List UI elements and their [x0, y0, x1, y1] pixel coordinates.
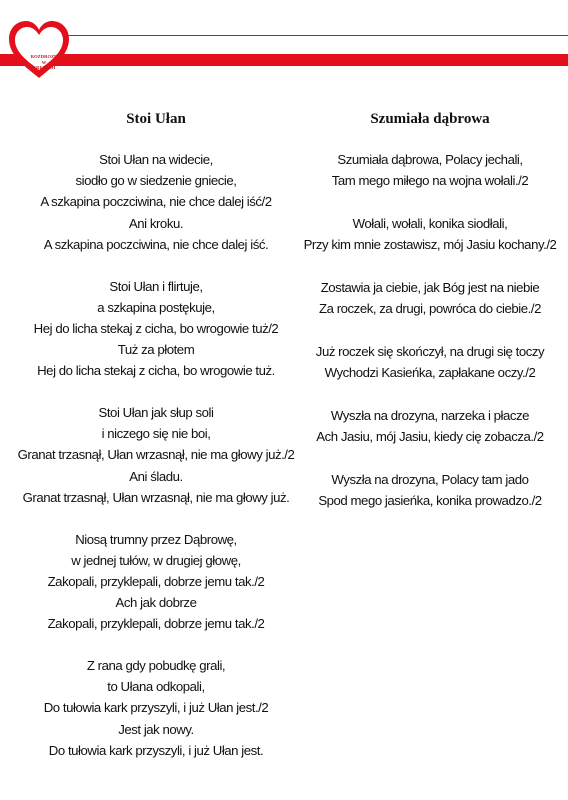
header-thin-line — [60, 35, 568, 36]
song-title: Stoi Ułan — [126, 111, 186, 127]
logo-text: ROZDROŻE W KRESACH — [30, 54, 58, 70]
lyric-line: Z rana gdy pobudkę grali, — [86, 658, 226, 674]
lyric-line: Wyszła na drozyna, Polacy tam jado — [331, 471, 529, 487]
lyric-line: Tam mego miłego na wojna wołali./2 — [331, 173, 529, 189]
lyric-line: to Ułana odkopali, — [107, 679, 205, 695]
lyric-line: Za roczek, za drugi, powróca do ciebie./2 — [319, 301, 541, 317]
lyric-line: Hej do licha stekaj z cicha, bo wrogowie tuż. — [37, 363, 275, 379]
lyric-line: Szumiała dąbrowa, Polacy jechali, — [337, 152, 523, 167]
lyric-line: Wychodzi Kasieńka, zapłakane oczy./2 — [324, 364, 536, 380]
stanza — [288, 469, 568, 511]
lyric-line: Wołali, wołali, konika siodłali, — [352, 215, 508, 231]
song-szumiala-dabrowa — [288, 108, 568, 532]
lyric-line: Ani śladu. — [129, 468, 183, 484]
stanza — [6, 149, 306, 255]
lyric-line: a szkapina postękuje, — [97, 299, 215, 315]
lyric-line: Granat trzasnął, Ułan wrzasnął, nie ma głowy już./2 — [17, 447, 295, 463]
lyric-line: Stoi Ułan jak słup soli — [98, 405, 214, 421]
stanza — [6, 402, 306, 508]
lyric-line: siodło go w siedzenie gniecie, — [75, 173, 237, 189]
lyric-line: A szkapina poczciwina, nie chce dalej iść/2 — [40, 194, 272, 210]
lyric-line: i niczego się nie boi, — [101, 426, 211, 442]
lyric-line: Zakopali, przyklepali, dobrze jemu tak./2 — [47, 573, 265, 589]
lyric-line: Stoi Ułan na widecie, — [99, 152, 213, 167]
stanza — [288, 341, 568, 383]
lyric-line: Niosą trumny przez Dąbrowę, — [75, 531, 237, 547]
stanza — [288, 213, 568, 255]
lyric-line: A szkapina poczciwina, nie chce dalej iść. — [43, 236, 269, 252]
header-red-band — [0, 54, 568, 66]
lyric-line: Tuż za płotem — [117, 342, 195, 358]
heart-icon — [6, 18, 72, 82]
lyric-line: Spod mego jasieńka, konika prowadzo./2 — [318, 492, 542, 508]
song-title: Szumiała dąbrowa — [370, 111, 490, 127]
lyric-line: Jest jak nowy. — [118, 721, 194, 737]
lyric-line: w jednej tułów, w drugiej głowę, — [71, 552, 241, 568]
lyric-line: Stoi Ułan i flirtuje, — [109, 278, 203, 294]
lyric-line: Już roczek się skończył, na drugi się toczy — [315, 343, 545, 359]
lyric-line: Ani kroku. — [128, 215, 184, 231]
lyric-line: Granat trzasnął, Ułan wrzasnął, nie ma głowy już. — [22, 489, 290, 505]
stanza — [6, 529, 306, 635]
stanza — [288, 149, 568, 191]
stanza — [288, 277, 568, 319]
stanza — [288, 405, 568, 447]
lyric-line: Ach Jasiu, mój Jasiu, kiedy cię zobacza./2 — [316, 428, 544, 444]
lyric-line: Hej do licha stekaj z cicha, bo wrogowie tuż/2 — [33, 320, 279, 336]
lyric-line: Zakopali, przyklepali, dobrze jemu tak./2 — [47, 616, 265, 632]
lyric-line: Ach jak dobrze — [115, 595, 197, 611]
lyric-line: Zostawia ja ciebie, jak Bóg jest na niebie — [320, 279, 540, 295]
lyric-line: Do tułowia kark przyszyli, i już Ułan jest./2 — [43, 700, 269, 716]
lyric-line: Przy kim mnie zostawisz, mój Jasiu kochany./2 — [303, 237, 557, 253]
lyric-line: Wyszła na drozyna, narzeka i płacze — [330, 407, 530, 423]
heart-logo — [6, 18, 72, 82]
stanza — [6, 276, 306, 382]
lyric-line: Do tułowia kark przyszyli, i już Ułan jest. — [48, 742, 264, 758]
song-stoi-ulan — [6, 108, 306, 782]
stanza — [6, 655, 306, 761]
